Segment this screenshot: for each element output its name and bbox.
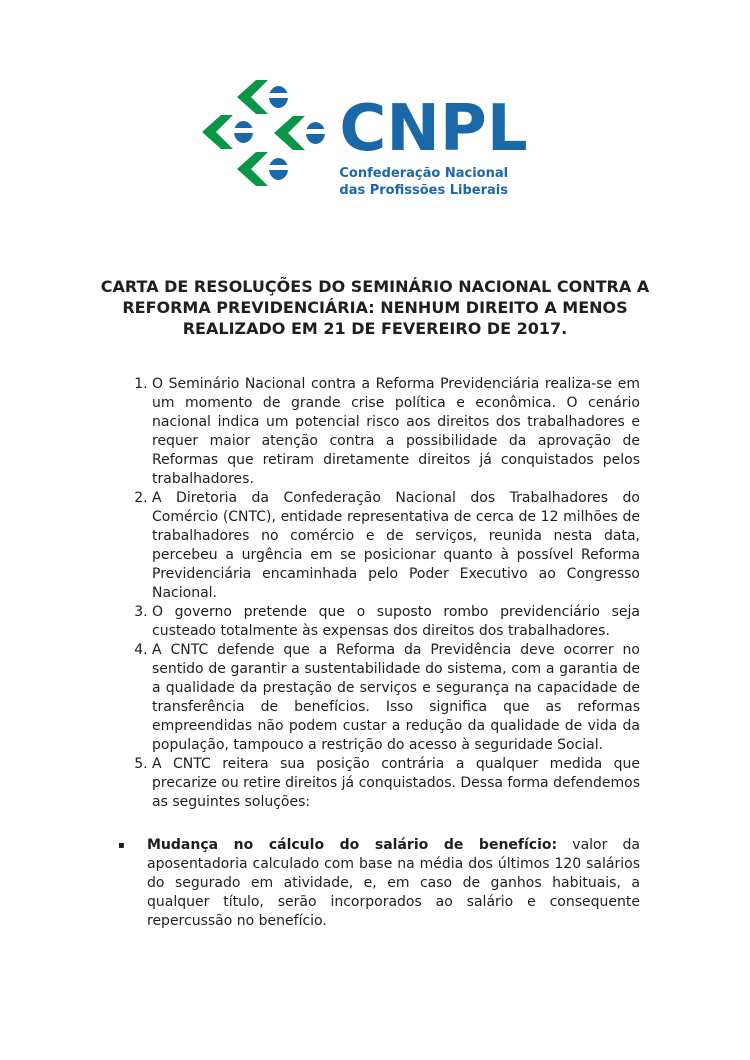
document-title: CARTA DE RESOLUÇÕES DO SEMINÁRIO NACIONAL CONTRA A REFORMA PREVIDENCIÁRIA: NENHUM DIREITO A MENOS REALIZADO EM 21 DE FEVEREIRO DE 2017. — [100, 277, 650, 338]
cnpl-logo-icon — [202, 78, 326, 188]
resolution-item-5: 5. A CNTC reitera sua posição contrária a qualquer medida que precarize ou retire direitos já conquistados. Dessa forma defendemos as seguintes soluções: — [152, 755, 640, 812]
logo-text-block — [339, 78, 527, 199]
logo-subtitle-line1: Confederação Nacional — [339, 166, 509, 181]
logo-subtitle-line2: das Profissões Liberais — [339, 183, 508, 198]
document-body — [118, 375, 641, 931]
resolution-list — [128, 375, 640, 812]
logo-subtitle — [339, 165, 527, 199]
resolution-item-1: 1. O Seminário Nacional contra a Reforma Previdenciária realiza-se em um momento de grande crise política e econômica. O cenário nacional indica um potencial risco aos direitos dos trabalhadores e requer maior atenção contra a possibilidade da aprovação de Reformas que retiram diretamente direitos já conquistados pelos trabalhadores. — [152, 375, 640, 489]
solution-title: Mudança no cálculo do salário de benefício: — [147, 837, 558, 853]
solution-text: valor da aposentadoria calculado com base na média dos últimos 120 salários do segurado em atividade, e, em caso de ganhos habituais, a qualquer título, serão incorporados ao salário e consequente repercussão no benefício. — [147, 837, 641, 929]
resolution-item-4: 4. A CNTC defende que a Reforma da Previdência deve ocorrer no sentido de garantir a sustentabilidade do sistema, com a garantia de a qualidade da prestação de serviços e segurança na capacidade de transferência de benefícios. Isso significa que as reformas empreendidas não podem custar a redução da qualidade de vida da população, tampouco a restrição do acesso à seguridade Social. — [152, 641, 640, 755]
logo-acronym: CNPL — [339, 92, 528, 166]
resolution-item-2: 2. A Diretoria da Confederação Nacional dos Trabalhadores do Comércio (CNTC), entidade representativa de cerca de 12 milhões de trabalhadores no comércio e de serviços, reunida nesta data, percebeu a urgência em se posicionar quanto à possível Reforma Previdenciária encaminhada pelo Poder Executivo ao Congresso Nacional. — [152, 489, 640, 603]
resolution-item-3: 3. O governo pretende que o suposto rombo previdenciário seja custeado totalmente às expensas dos direitos dos trabalhadores. — [152, 603, 640, 641]
square-bullet-icon: ▪ — [118, 840, 125, 851]
solution-item — [118, 836, 640, 931]
cnpl-letterhead — [0, 0, 730, 199]
solution-paragraph — [147, 836, 640, 931]
